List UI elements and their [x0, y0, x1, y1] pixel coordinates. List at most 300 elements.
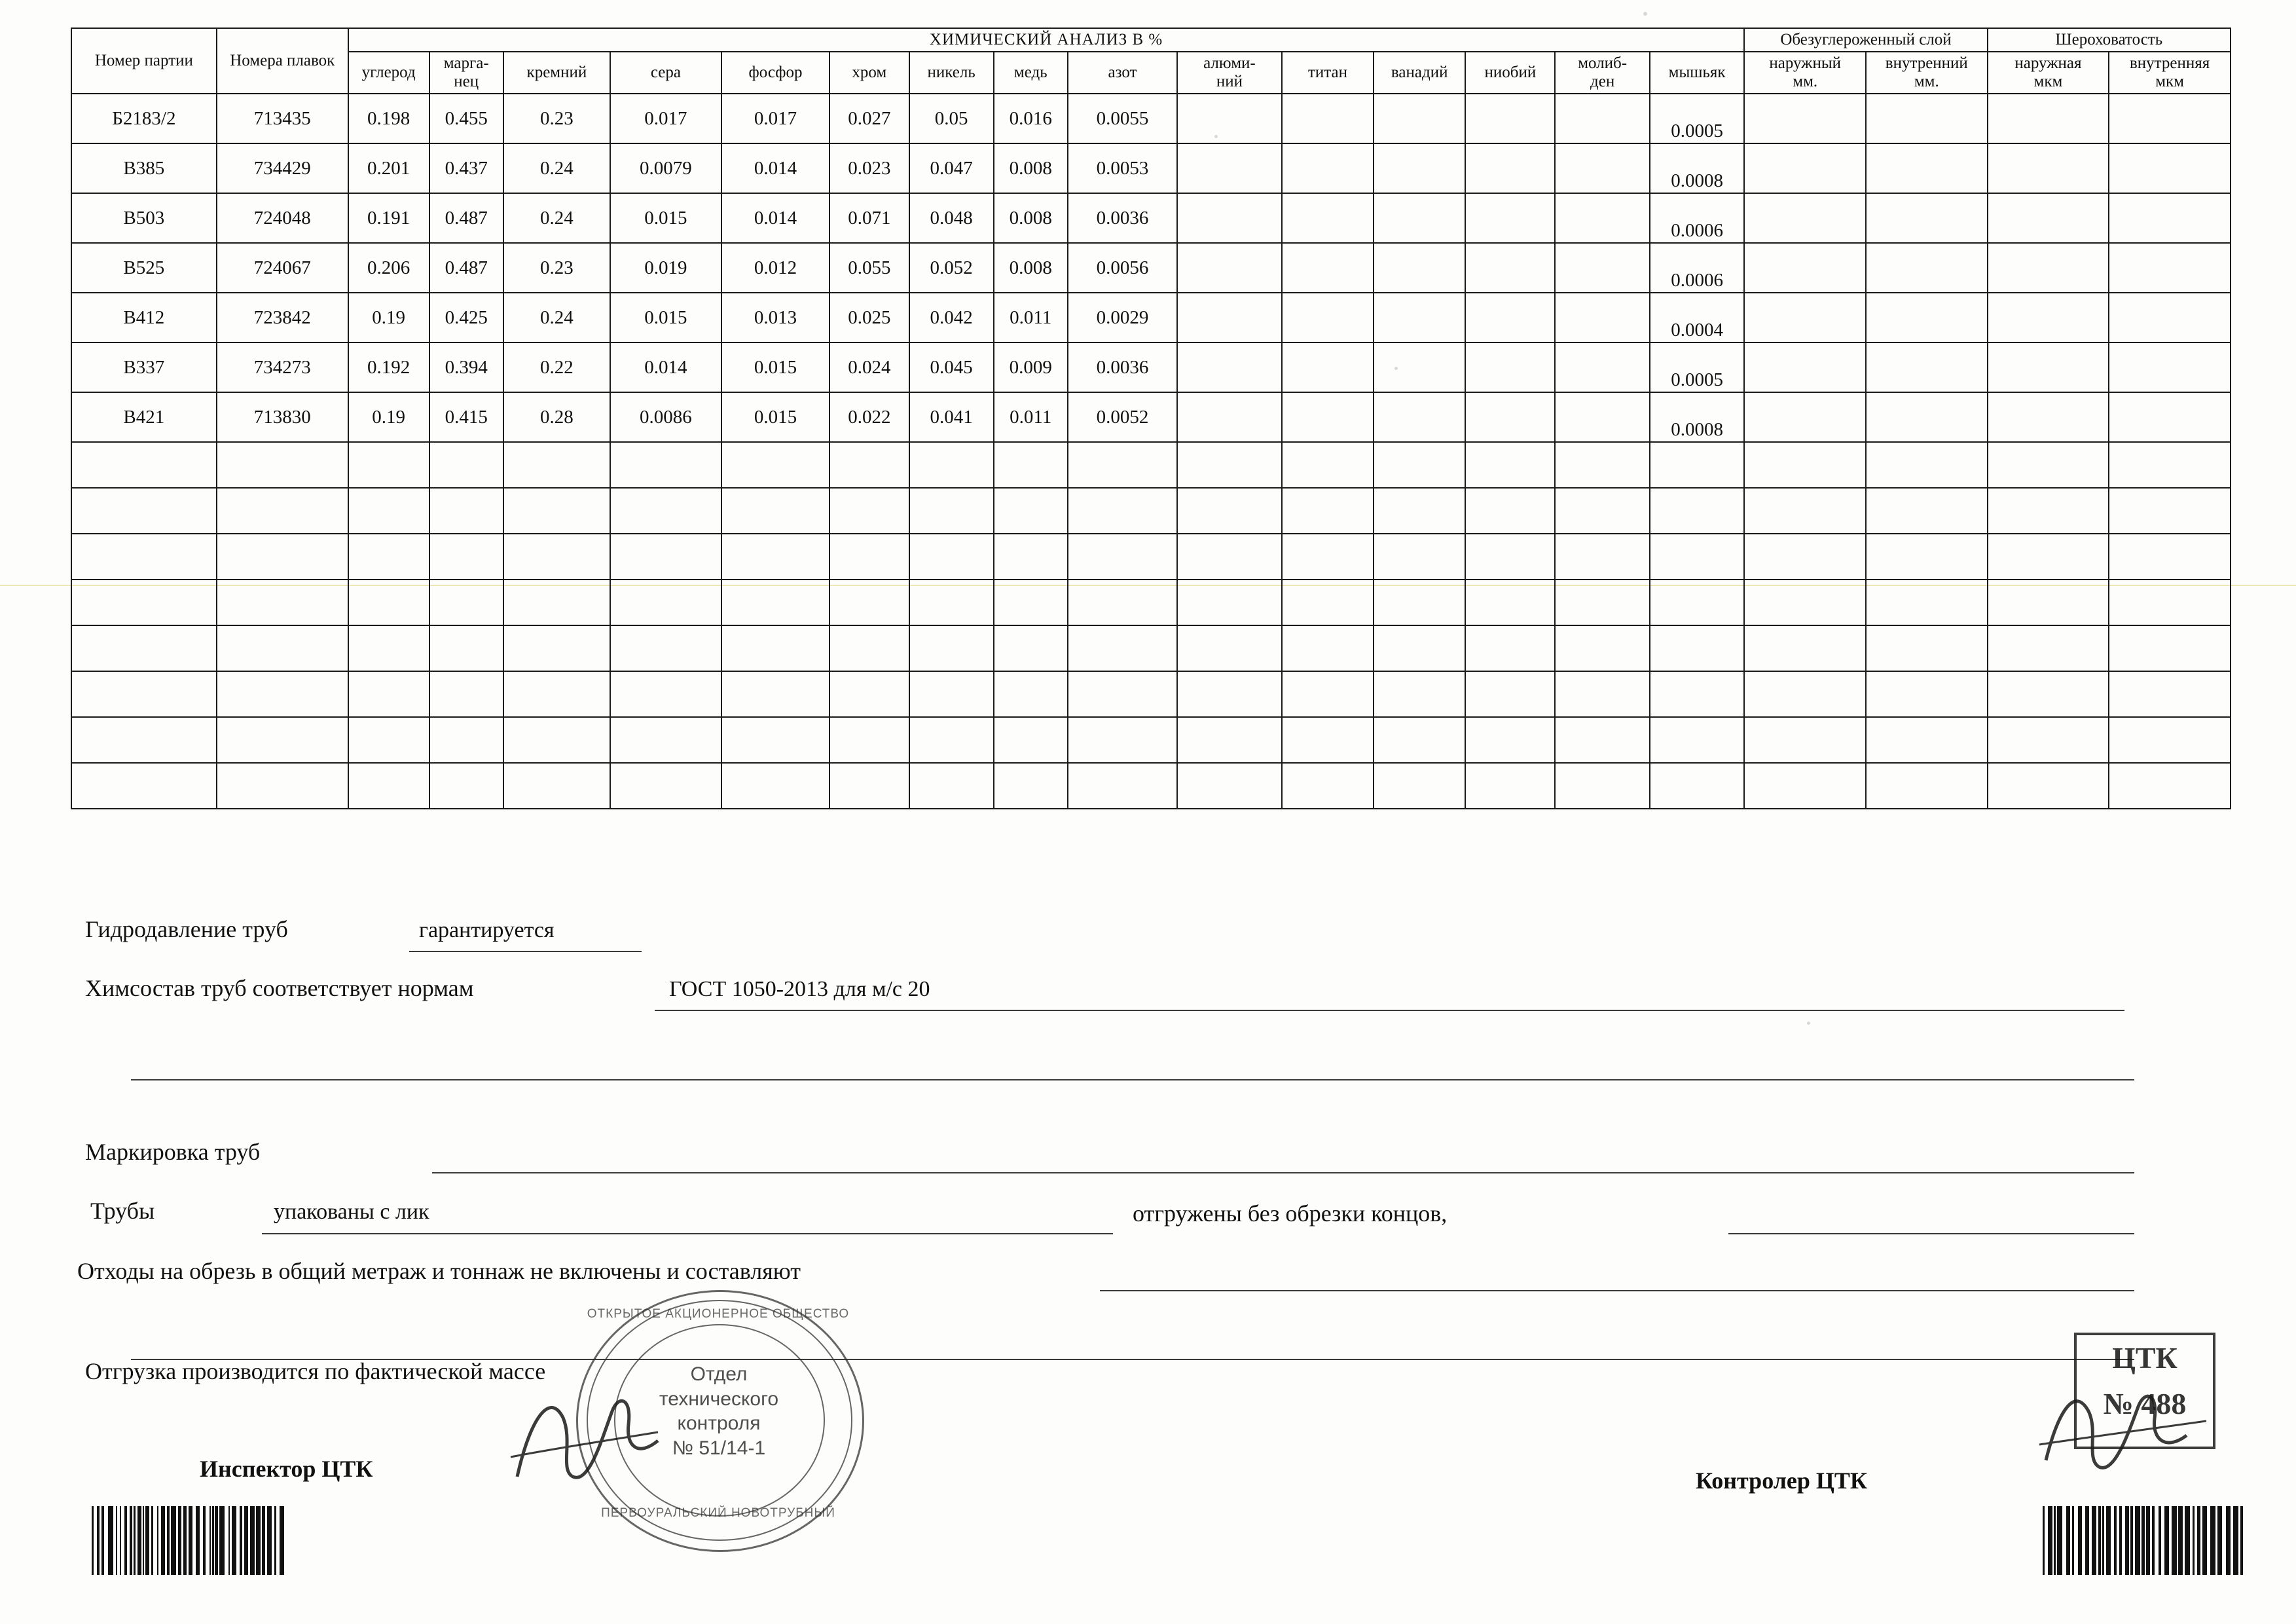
- cell-chromium: 0.023: [829, 143, 909, 193]
- cell-molybdenum: [1555, 392, 1649, 442]
- cell-empty: [1650, 763, 1745, 809]
- cell-empty: [994, 442, 1068, 488]
- shipment-label: Отгрузка производится по фактической массе: [85, 1358, 546, 1384]
- cell-titanium: [1282, 193, 1374, 243]
- cell-sulfur: 0.015: [610, 193, 721, 243]
- cell-heat: 734273: [217, 342, 348, 392]
- cell-manganese: 0.437: [429, 143, 503, 193]
- cell-empty: [71, 625, 217, 671]
- cell-niobium: [1465, 342, 1555, 392]
- cell-empty: [217, 671, 348, 717]
- stamp-arc-bottom-text: ПЕРВОУРАЛЬСКИЙ НОВОТРУБНЫЙ: [601, 1506, 835, 1520]
- cell-copper: 0.011: [994, 293, 1068, 342]
- cell-empty: [217, 442, 348, 488]
- cell-empty: [1744, 580, 1866, 625]
- cell-vanadium: [1374, 243, 1465, 293]
- cell-empty: [1866, 488, 1988, 534]
- cell-empty: [909, 671, 994, 717]
- cell-empty: [503, 442, 610, 488]
- cell-arsenic: 0.0008: [1650, 392, 1745, 442]
- table-row: [71, 342, 2231, 392]
- cell-manganese: 0.394: [429, 342, 503, 392]
- cell-empty: [2109, 580, 2231, 625]
- cell-empty: [1866, 442, 1988, 488]
- cell-empty: [348, 625, 429, 671]
- cell-rough-inner: [2109, 94, 2231, 143]
- cell-empty: [1650, 534, 1745, 580]
- cell-niobium: [1465, 143, 1555, 193]
- cell-chromium: 0.071: [829, 193, 909, 243]
- th-element-chromium: хром: [829, 52, 909, 94]
- cell-empty: [1650, 580, 1745, 625]
- cell-empty: [829, 534, 909, 580]
- inspector-signature: [504, 1378, 674, 1496]
- th-element-nickel: никель: [909, 52, 994, 94]
- th-group-decarb: Обезуглероженный слой: [1744, 28, 1987, 52]
- cell-empty: [1866, 625, 1988, 671]
- cell-empty: [610, 671, 721, 717]
- cell-empty: [348, 534, 429, 580]
- cell-niobium: [1465, 293, 1555, 342]
- th-element-carbon: углерод: [348, 52, 429, 94]
- cell-molybdenum: [1555, 143, 1649, 193]
- cell-rough-inner: [2109, 143, 2231, 193]
- cell-empty: [429, 717, 503, 763]
- th-rough-outer: наружная мкм: [1988, 52, 2109, 94]
- cell-empty: [1282, 488, 1374, 534]
- cell-molybdenum: [1555, 243, 1649, 293]
- form-fields-area: [0, 897, 2296, 1624]
- cell-empty: [610, 763, 721, 809]
- table-row: [71, 94, 2231, 143]
- cell-empty: [348, 717, 429, 763]
- cell-empty: [1650, 442, 1745, 488]
- th-element-silicon: кремний: [503, 52, 610, 94]
- chemical-analysis-table-container: [71, 28, 2231, 809]
- cell-carbon: 0.19: [348, 392, 429, 442]
- cell-party: В421: [71, 392, 217, 442]
- cell-empty: [1555, 717, 1649, 763]
- cell-empty: [994, 717, 1068, 763]
- cell-sulfur: 0.019: [610, 243, 721, 293]
- cell-arsenic: 0.0005: [1650, 94, 1745, 143]
- pipes-value[interactable]: упакованы с лик: [274, 1200, 429, 1224]
- chem-norms-value[interactable]: ГОСТ 1050-2013 для м/с 20: [669, 977, 930, 1001]
- cell-empty: [1374, 763, 1465, 809]
- cell-silicon: 0.24: [503, 293, 610, 342]
- cell-niobium: [1465, 94, 1555, 143]
- cell-empty: [1177, 442, 1282, 488]
- th-rough-inner: внутренняя мкм: [2109, 52, 2231, 94]
- cell-empty: [1744, 442, 1866, 488]
- cell-titanium: [1282, 94, 1374, 143]
- cell-empty: [1988, 442, 2109, 488]
- cell-decarb-inner: [1866, 94, 1988, 143]
- cell-copper: 0.008: [994, 243, 1068, 293]
- pipes-tail-underline: [1728, 1233, 2134, 1234]
- cell-empty: [1068, 488, 1177, 534]
- cell-carbon: 0.191: [348, 193, 429, 243]
- cell-rough-inner: [2109, 342, 2231, 392]
- stamp-line-3: контроля: [677, 1412, 761, 1434]
- cell-empty: [217, 488, 348, 534]
- th-group-chemical: ХИМИЧЕСКИЙ АНАЛИЗ В %: [348, 28, 1745, 52]
- cell-sulfur: 0.014: [610, 342, 721, 392]
- cell-empty: [2109, 488, 2231, 534]
- cell-nitrogen: 0.0053: [1068, 143, 1177, 193]
- cell-rough-inner: [2109, 392, 2231, 442]
- chem-norms-underline: [655, 1010, 2124, 1011]
- cell-empty: [1465, 763, 1555, 809]
- cell-empty: [71, 488, 217, 534]
- cell-empty: [1744, 763, 1866, 809]
- cell-manganese: 0.487: [429, 193, 503, 243]
- cell-empty: [1177, 763, 1282, 809]
- cell-empty: [1177, 717, 1282, 763]
- controller-label: Контролер ЦТК: [1696, 1467, 1868, 1494]
- cell-empty: [2109, 671, 2231, 717]
- cell-empty: [2109, 442, 2231, 488]
- cell-empty: [217, 625, 348, 671]
- cell-empty: [829, 488, 909, 534]
- table-row-empty: [71, 442, 2231, 488]
- cell-empty: [1068, 671, 1177, 717]
- cell-heat: 723842: [217, 293, 348, 342]
- waste-label: Отходы на обрезь в общий метраж и тоннаж не включены и составляют: [77, 1258, 801, 1284]
- cell-arsenic: 0.0008: [1650, 143, 1745, 193]
- cell-empty: [994, 580, 1068, 625]
- cell-nickel: 0.042: [909, 293, 994, 342]
- th-element-titanium: титан: [1282, 52, 1374, 94]
- cell-empty: [1555, 534, 1649, 580]
- cell-nitrogen: 0.0029: [1068, 293, 1177, 342]
- cell-empty: [1282, 671, 1374, 717]
- cell-rough-outer: [1988, 193, 2109, 243]
- th-element-aluminium: алюми- ний: [1177, 52, 1282, 94]
- cell-empty: [721, 488, 829, 534]
- cell-empty: [429, 442, 503, 488]
- cell-decarb-outer: [1744, 143, 1866, 193]
- table-row: [71, 243, 2231, 293]
- cell-empty: [1988, 488, 2109, 534]
- cell-phosphorus: 0.015: [721, 342, 829, 392]
- marking-underline: [432, 1172, 2134, 1173]
- cell-empty: [1744, 625, 1866, 671]
- cell-empty: [429, 534, 503, 580]
- cell-empty: [1068, 580, 1177, 625]
- cell-empty: [1988, 580, 2109, 625]
- cell-empty: [503, 488, 610, 534]
- chemical-analysis-table: [71, 28, 2231, 809]
- cell-empty: [429, 763, 503, 809]
- th-element-manganese: марга- нец: [429, 52, 503, 94]
- cell-empty: [610, 625, 721, 671]
- table-row-empty: [71, 763, 2231, 809]
- cell-empty: [348, 671, 429, 717]
- cell-decarb-outer: [1744, 392, 1866, 442]
- cell-empty: [429, 625, 503, 671]
- cell-sulfur: 0.015: [610, 293, 721, 342]
- cell-vanadium: [1374, 94, 1465, 143]
- cell-sulfur: 0.0086: [610, 392, 721, 442]
- cell-empty: [1650, 625, 1745, 671]
- table-row-empty: [71, 580, 2231, 625]
- cell-empty: [994, 488, 1068, 534]
- cell-empty: [909, 763, 994, 809]
- cell-empty: [909, 717, 994, 763]
- cell-empty: [217, 534, 348, 580]
- cell-empty: [1465, 488, 1555, 534]
- cell-empty: [1650, 717, 1745, 763]
- cell-empty: [1866, 763, 1988, 809]
- cell-empty: [503, 625, 610, 671]
- cell-chromium: 0.024: [829, 342, 909, 392]
- cell-empty: [348, 580, 429, 625]
- barcode-right: [2043, 1506, 2246, 1575]
- cell-arsenic: 0.0006: [1650, 193, 1745, 243]
- cell-party: В503: [71, 193, 217, 243]
- cell-empty: [610, 580, 721, 625]
- cell-titanium: [1282, 293, 1374, 342]
- cell-rough-outer: [1988, 293, 2109, 342]
- cell-carbon: 0.201: [348, 143, 429, 193]
- cell-manganese: 0.455: [429, 94, 503, 143]
- cell-carbon: 0.198: [348, 94, 429, 143]
- cell-copper: 0.016: [994, 94, 1068, 143]
- cell-empty: [503, 763, 610, 809]
- blank-line-1: [131, 1079, 2134, 1080]
- cell-rough-inner: [2109, 193, 2231, 243]
- cell-empty: [1282, 763, 1374, 809]
- cell-manganese: 0.425: [429, 293, 503, 342]
- th-element-copper: медь: [994, 52, 1068, 94]
- cell-empty: [1555, 488, 1649, 534]
- cell-empty: [1374, 580, 1465, 625]
- cell-nickel: 0.041: [909, 392, 994, 442]
- cell-empty: [1650, 671, 1745, 717]
- cell-empty: [1866, 717, 1988, 763]
- cell-empty: [1374, 671, 1465, 717]
- cell-empty: [1374, 717, 1465, 763]
- cell-empty: [1555, 580, 1649, 625]
- cell-empty: [610, 534, 721, 580]
- stamp-line-2: технического: [659, 1388, 779, 1410]
- cell-phosphorus: 0.013: [721, 293, 829, 342]
- cell-empty: [2109, 534, 2231, 580]
- cell-empty: [721, 442, 829, 488]
- cell-empty: [1988, 717, 2109, 763]
- cell-titanium: [1282, 342, 1374, 392]
- cell-empty: [1282, 717, 1374, 763]
- cell-empty: [1465, 534, 1555, 580]
- cell-nickel: 0.052: [909, 243, 994, 293]
- cell-decarb-outer: [1744, 342, 1866, 392]
- hydro-pressure-value[interactable]: гарантируется: [419, 918, 555, 942]
- cell-empty: [503, 580, 610, 625]
- cell-empty: [1068, 442, 1177, 488]
- cell-empty: [610, 717, 721, 763]
- th-element-phosphorus: фосфор: [721, 52, 829, 94]
- cell-rough-outer: [1988, 342, 2109, 392]
- cell-empty: [429, 488, 503, 534]
- cell-empty: [994, 625, 1068, 671]
- cell-vanadium: [1374, 342, 1465, 392]
- stamp-arc-top-text: ОТКРЫТОЕ АКЦИОНЕРНОЕ ОБЩЕСТВО: [587, 1307, 850, 1321]
- square-stamp-line-1: ЦТК: [2112, 1341, 2178, 1375]
- cell-copper: 0.008: [994, 193, 1068, 243]
- cell-empty: [1282, 442, 1374, 488]
- table-row: [71, 293, 2231, 342]
- cell-empty: [1988, 625, 2109, 671]
- cell-empty: [1282, 580, 1374, 625]
- cell-manganese: 0.415: [429, 392, 503, 442]
- cell-empty: [1555, 763, 1649, 809]
- hydro-pressure-underline: [409, 951, 642, 952]
- th-element-vanadium: ванадий: [1374, 52, 1465, 94]
- table-row: [71, 392, 2231, 442]
- cell-empty: [1068, 717, 1177, 763]
- cell-copper: 0.009: [994, 342, 1068, 392]
- cell-empty: [1177, 488, 1282, 534]
- cell-empty: [721, 534, 829, 580]
- cell-empty: [1465, 717, 1555, 763]
- controller-signature: [2036, 1375, 2219, 1480]
- cell-empty: [217, 763, 348, 809]
- table-body: [71, 94, 2231, 809]
- th-decarb-outer: наружный мм.: [1744, 52, 1866, 94]
- cell-empty: [1177, 534, 1282, 580]
- th-element-niobium: ниобий: [1465, 52, 1555, 94]
- cell-empty: [1988, 671, 2109, 717]
- cell-empty: [1068, 534, 1177, 580]
- cell-rough-outer: [1988, 94, 2109, 143]
- cell-sulfur: 0.017: [610, 94, 721, 143]
- cell-decarb-inner: [1866, 392, 1988, 442]
- cell-vanadium: [1374, 193, 1465, 243]
- scan-speck: [1643, 12, 1647, 16]
- cell-empty: [829, 580, 909, 625]
- cell-titanium: [1282, 243, 1374, 293]
- cell-empty: [994, 534, 1068, 580]
- table-row-empty: [71, 488, 2231, 534]
- cell-phosphorus: 0.012: [721, 243, 829, 293]
- cell-empty: [429, 671, 503, 717]
- cell-empty: [1988, 763, 2109, 809]
- table-row: [71, 143, 2231, 193]
- cell-chromium: 0.025: [829, 293, 909, 342]
- marking-label: Маркировка труб: [85, 1139, 261, 1165]
- cell-empty: [1744, 488, 1866, 534]
- cell-party: В525: [71, 243, 217, 293]
- cell-molybdenum: [1555, 94, 1649, 143]
- cell-empty: [1650, 488, 1745, 534]
- cell-decarb-inner: [1866, 193, 1988, 243]
- cell-phosphorus: 0.014: [721, 143, 829, 193]
- th-heat-numbers: Номера плавок: [217, 28, 348, 94]
- cell-empty: [71, 763, 217, 809]
- cell-nickel: 0.048: [909, 193, 994, 243]
- cell-empty: [348, 442, 429, 488]
- th-element-sulfur: сера: [610, 52, 721, 94]
- table-row-empty: [71, 717, 2231, 763]
- cell-empty: [1177, 580, 1282, 625]
- cell-nitrogen: 0.0055: [1068, 94, 1177, 143]
- cell-heat: 724048: [217, 193, 348, 243]
- cell-aluminium: [1177, 193, 1282, 243]
- cell-aluminium: [1177, 94, 1282, 143]
- th-party-number: Номер партии: [71, 28, 217, 94]
- cell-silicon: 0.24: [503, 143, 610, 193]
- cell-vanadium: [1374, 293, 1465, 342]
- cell-empty: [2109, 763, 2231, 809]
- cell-carbon: 0.206: [348, 243, 429, 293]
- pipes-label: Трубы: [90, 1198, 155, 1224]
- scan-speck: [1214, 135, 1218, 138]
- cell-empty: [909, 488, 994, 534]
- table-row: [71, 193, 2231, 243]
- cell-nitrogen: 0.0036: [1068, 342, 1177, 392]
- cell-decarb-outer: [1744, 293, 1866, 342]
- cell-empty: [429, 580, 503, 625]
- cell-molybdenum: [1555, 193, 1649, 243]
- square-stamp-line-2: № 488: [2103, 1387, 2187, 1420]
- cell-empty: [1177, 671, 1282, 717]
- cell-empty: [1866, 580, 1988, 625]
- cell-empty: [1068, 625, 1177, 671]
- cell-phosphorus: 0.015: [721, 392, 829, 442]
- cell-empty: [71, 671, 217, 717]
- cell-empty: [1465, 580, 1555, 625]
- cell-decarb-inner: [1866, 342, 1988, 392]
- cell-aluminium: [1177, 293, 1282, 342]
- cell-empty: [994, 671, 1068, 717]
- cell-empty: [1374, 534, 1465, 580]
- cell-party: В337: [71, 342, 217, 392]
- cell-chromium: 0.022: [829, 392, 909, 442]
- cell-empty: [721, 763, 829, 809]
- cell-empty: [2109, 717, 2231, 763]
- cell-arsenic: 0.0004: [1650, 293, 1745, 342]
- cell-rough-outer: [1988, 143, 2109, 193]
- th-group-roughness: Шероховатость: [1988, 28, 2231, 52]
- cell-vanadium: [1374, 143, 1465, 193]
- cell-molybdenum: [1555, 293, 1649, 342]
- stamp-line-1: Отдел: [690, 1363, 748, 1385]
- cell-niobium: [1465, 392, 1555, 442]
- cell-nitrogen: 0.0036: [1068, 193, 1177, 243]
- cell-empty: [909, 534, 994, 580]
- cell-empty: [1068, 763, 1177, 809]
- cell-empty: [1374, 625, 1465, 671]
- cell-empty: [217, 717, 348, 763]
- cell-aluminium: [1177, 342, 1282, 392]
- cell-empty: [1282, 625, 1374, 671]
- cell-nitrogen: 0.0056: [1068, 243, 1177, 293]
- cell-empty: [1988, 534, 2109, 580]
- cell-empty: [1465, 671, 1555, 717]
- cell-empty: [829, 671, 909, 717]
- cell-empty: [1555, 671, 1649, 717]
- stamp-line-4: № 51/14-1: [672, 1437, 766, 1459]
- cell-empty: [1374, 442, 1465, 488]
- cell-chromium: 0.027: [829, 94, 909, 143]
- cell-titanium: [1282, 143, 1374, 193]
- cell-rough-outer: [1988, 243, 2109, 293]
- cell-empty: [1465, 625, 1555, 671]
- cell-empty: [610, 442, 721, 488]
- cell-nitrogen: 0.0052: [1068, 392, 1177, 442]
- cell-empty: [71, 580, 217, 625]
